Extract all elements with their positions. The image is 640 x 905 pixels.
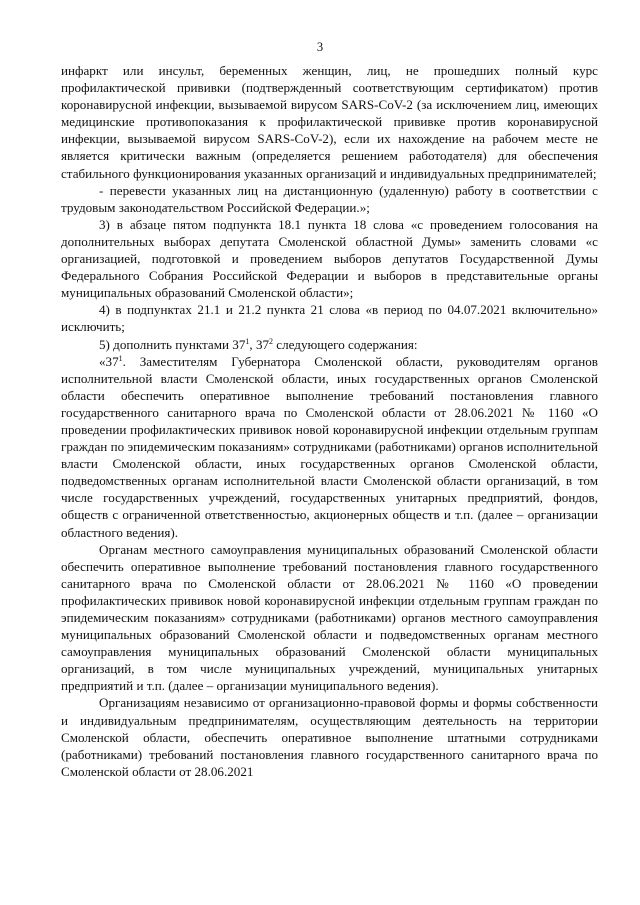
paragraph-item-3: 3) в абзаце пятом подпункта 18.1 пункта 18 слова «с проведением голосования на дополнительных выборах депутата Смоленской областной Думы» заменить словами «с организацией, подготовкой и проведением выборов депутатов Государственной Думы Федерального Собрания Российской Федерации и выборов в представительные органы муниципальных образований Смоленской области»; xyxy=(61,216,598,301)
paragraph-continuation: инфаркт или инсульт, беременных женщин, лиц, не прошедших полный курс профилактической прививки (подтвержденный соответствующим сертификатом) против коронавирусной инфекции, вызываемой вирусом SARS-CoV-2 (за исключением лиц, имеющих медицинские противопоказания к профилактической прививке против коронавирусной инфекции, вызываемой вирусом SARS-CoV-2), если их нахождение на рабочем месте не является критически важным (определяется решением работодателя) для обеспечения стабильного функционирования указанных организаций и индивидуальных предпринимателей; xyxy=(61,63,598,181)
item-5-middle: , 37 xyxy=(249,336,270,352)
document-body xyxy=(61,62,598,780)
item-5-suffix: следующего содержания: xyxy=(273,336,418,352)
item-5-prefix: 5) дополнить пунктами 37 xyxy=(99,336,246,352)
item-37-prefix: «37 xyxy=(99,353,119,369)
item-37-superscript: 1 xyxy=(118,353,123,363)
paragraph-remote-work: - перевести указанных лиц на дистанционную (удаленную) работу в соответствии с трудовым законодательством Российской Федерации.»; xyxy=(61,182,598,215)
item-5-superscript-2: 2 xyxy=(269,336,274,346)
page-number: 3 xyxy=(316,40,324,54)
paragraph-item-37-1 xyxy=(61,353,598,541)
paragraph-item-4: 4) в подпунктах 21.1 и 21.2 пункта 21 слова «в период по 04.07.2021 включительно» исключить; xyxy=(61,302,598,335)
paragraph-organizations: Организациям независимо от организационно-правовой формы и формы собственности и индивидуальным предпринимателям, осуществляющим деятельность на территории Смоленской области, обеспечить оперативное выполнение штатными сотрудниками (работниками) требований постановления главного государственного санитарного врача по Смоленской области от 28.06.2021 xyxy=(61,695,598,779)
item-37-text: . Заместителям Губернатора Смоленской области, руководителям органов исполнительной власти Смоленской области, иных государственных органов Смоленской области обеспечить оперативное выполнение требований постановления главного государственного санитарного врача по Смоленской области от 28.06.2021 № 1160 «О проведении профилактических прививок новой коронавирусной инфекции отдельным группам граждан по эпидемическим показаниям» сотрудниками (работниками) органов исполнительной власти Смоленской области, иных государственных органов Смоленской области, подведомственных органам исполнительной власти Смоленской области организаций, в том числе государственных учреждений, государственных унитарных предприятий, фондов, обществ с ограниченной ответственностью, акционерных обществ и т.п. (далее – организации областного ведения). xyxy=(61,353,598,540)
item-5-superscript-1: 1 xyxy=(245,336,250,346)
paragraph-item-5 xyxy=(61,336,598,353)
paragraph-municipal: Органам местного самоуправления муниципальных образований Смоленской области обеспечить оперативное выполнение требований постановления главного государственного санитарного врача по Смоленской области от 28.06.2021 № 1160 «О проведении профилактических прививок новой коронавирусной инфекции отдельным группам граждан по эпидемическим показаниям» сотрудниками (работниками) органов местного самоуправления муниципальных образований Смоленской области и подведомственных органам местного самоуправления муниципальных образований Смоленской области муниципальных организаций, в том числе муниципальных учреждений, муниципальных унитарных предприятий и т.п. (далее – организации муниципального ведения). xyxy=(61,541,598,694)
